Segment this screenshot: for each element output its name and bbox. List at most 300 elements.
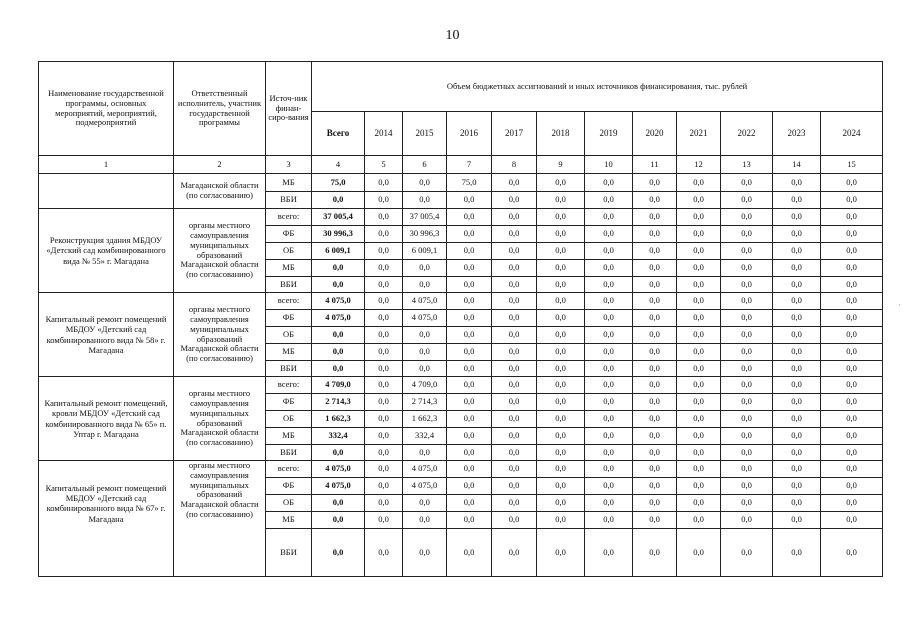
source-cell: всего: (266, 377, 312, 394)
year-value-cell: 0,0 (721, 243, 773, 260)
year-value-cell: 0,0 (773, 209, 821, 226)
year-value-cell: 0,0 (403, 445, 447, 461)
year-value-cell: 0,0 (677, 277, 721, 293)
source-cell: МБ (266, 512, 312, 529)
responsible-cell: органы местного самоуправления муниципальных образований Магаданской области (по согласованию) (174, 293, 266, 377)
total-value-cell: 0,0 (312, 495, 365, 512)
year-value-cell: 0,0 (773, 361, 821, 377)
year-value-cell: 0,0 (677, 260, 721, 277)
year-value-cell: 0,0 (677, 394, 721, 411)
year-value-cell: 0,0 (447, 361, 492, 377)
year-value-cell: 0,0 (537, 377, 585, 394)
year-value-cell: 0,0 (537, 293, 585, 310)
year-value-cell: 0,0 (677, 377, 721, 394)
responsible-cell: органы местного самоуправления муниципальных образований Магаданской области (по согласованию) (174, 209, 266, 293)
column-number: 5 (365, 156, 403, 174)
year-value-cell: 0,0 (821, 445, 883, 461)
year-value-cell: 0,0 (633, 327, 677, 344)
year-value-cell: 0,0 (585, 226, 633, 243)
year-value-cell: 0,0 (365, 226, 403, 243)
source-cell: ВБИ (266, 192, 312, 209)
year-value-cell: 4 075,0 (403, 293, 447, 310)
year-value-cell: 0,0 (633, 411, 677, 428)
year-value-cell: 0,0 (773, 461, 821, 478)
year-value-cell: 0,0 (821, 293, 883, 310)
year-value-cell: 4 075,0 (403, 478, 447, 495)
year-value-cell: 0,0 (447, 192, 492, 209)
year-value-cell: 0,0 (773, 310, 821, 327)
year-value-cell: 0,0 (537, 529, 585, 577)
header-year: 2020 (633, 112, 677, 156)
year-value-cell: 6 009,1 (403, 243, 447, 260)
year-value-cell: 0,0 (447, 209, 492, 226)
program-name-cell: Капитальный ремонт помещений, кровли МБДОУ «Детский сад комбинированного вида № 65» п. Уптар г. Магадана (39, 377, 174, 461)
year-value-cell: 37 005,4 (403, 209, 447, 226)
year-value-cell: 0,0 (365, 461, 403, 478)
year-value-cell: 0,0 (585, 209, 633, 226)
year-value-cell: 0,0 (447, 293, 492, 310)
total-value-cell: 0,0 (312, 445, 365, 461)
year-value-cell: 0,0 (677, 361, 721, 377)
year-value-cell: 0,0 (721, 209, 773, 226)
program-name-cell: Капитальный ремонт помещений МБДОУ «Детский сад комбинированного вида № 67» г. Магадана (39, 461, 174, 577)
year-value-cell: 0,0 (585, 243, 633, 260)
year-value-cell: 0,0 (365, 209, 403, 226)
year-value-cell: 0,0 (447, 461, 492, 478)
year-value-cell: 0,0 (721, 461, 773, 478)
year-value-cell: 0,0 (721, 192, 773, 209)
year-value-cell: 0,0 (633, 260, 677, 277)
total-value-cell: 4 075,0 (312, 478, 365, 495)
header-source: Источ-ник финан-сиро-вания (266, 62, 312, 156)
column-number: 1 (39, 156, 174, 174)
year-value-cell: 0,0 (403, 327, 447, 344)
year-value-cell: 0,0 (537, 327, 585, 344)
year-value-cell: 0,0 (447, 226, 492, 243)
column-number: 7 (447, 156, 492, 174)
margin-mark: · (898, 300, 901, 310)
header-year: 2015 (403, 112, 447, 156)
year-value-cell: 0,0 (821, 361, 883, 377)
year-value-cell: 0,0 (633, 445, 677, 461)
year-value-cell: 0,0 (365, 377, 403, 394)
year-value-cell: 0,0 (821, 512, 883, 529)
column-number: 15 (821, 156, 883, 174)
year-value-cell: 0,0 (447, 394, 492, 411)
year-value-cell: 0,0 (721, 411, 773, 428)
year-value-cell: 0,0 (447, 428, 492, 445)
source-cell: всего: (266, 461, 312, 478)
year-value-cell: 0,0 (585, 478, 633, 495)
year-value-cell: 0,0 (537, 445, 585, 461)
year-value-cell: 0,0 (447, 310, 492, 327)
year-value-cell: 0,0 (585, 529, 633, 577)
year-value-cell: 0,0 (721, 226, 773, 243)
year-value-cell: 0,0 (821, 209, 883, 226)
year-value-cell: 0,0 (821, 192, 883, 209)
year-value-cell: 0,0 (677, 226, 721, 243)
responsible-cell: Магаданской области (по согласованию) (174, 174, 266, 209)
year-value-cell: 0,0 (821, 277, 883, 293)
year-value-cell: 0,0 (537, 310, 585, 327)
year-value-cell: 0,0 (677, 478, 721, 495)
year-value-cell: 0,0 (773, 411, 821, 428)
year-value-cell: 0,0 (537, 394, 585, 411)
header-total: Всего (312, 112, 365, 156)
year-value-cell: 0,0 (773, 495, 821, 512)
year-value-cell: 0,0 (721, 529, 773, 577)
year-value-cell: 0,0 (447, 445, 492, 461)
year-value-cell: 0,0 (365, 327, 403, 344)
year-value-cell: 0,0 (633, 361, 677, 377)
column-number: 9 (537, 156, 585, 174)
year-value-cell: 0,0 (585, 293, 633, 310)
year-value-cell: 0,0 (821, 260, 883, 277)
year-value-cell: 0,0 (447, 260, 492, 277)
year-value-cell: 0,0 (633, 209, 677, 226)
year-value-cell: 0,0 (365, 478, 403, 495)
year-value-cell: 0,0 (721, 478, 773, 495)
year-value-cell: 0,0 (677, 310, 721, 327)
year-value-cell: 0,0 (821, 461, 883, 478)
source-cell: МБ (266, 428, 312, 445)
year-value-cell: 0,0 (633, 428, 677, 445)
year-value-cell: 0,0 (492, 310, 537, 327)
year-value-cell: 0,0 (821, 243, 883, 260)
year-value-cell: 0,0 (677, 495, 721, 512)
year-value-cell: 0,0 (821, 377, 883, 394)
year-value-cell: 0,0 (633, 495, 677, 512)
source-cell: ВБИ (266, 361, 312, 377)
header-year: 2016 (447, 112, 492, 156)
source-cell: ОБ (266, 495, 312, 512)
year-value-cell: 0,0 (537, 495, 585, 512)
column-number: 13 (721, 156, 773, 174)
year-value-cell: 0,0 (721, 377, 773, 394)
source-cell: ВБИ (266, 277, 312, 293)
year-value-cell: 0,0 (403, 361, 447, 377)
year-value-cell: 0,0 (677, 461, 721, 478)
year-value-cell: 0,0 (585, 192, 633, 209)
year-value-cell: 0,0 (537, 478, 585, 495)
year-value-cell: 0,0 (721, 361, 773, 377)
total-value-cell: 0,0 (312, 344, 365, 361)
year-value-cell: 0,0 (633, 174, 677, 192)
column-number: 10 (585, 156, 633, 174)
year-value-cell: 0,0 (585, 174, 633, 192)
year-value-cell: 0,0 (585, 327, 633, 344)
year-value-cell: 0,0 (633, 277, 677, 293)
header-year: 2019 (585, 112, 633, 156)
year-value-cell: 0,0 (585, 310, 633, 327)
year-value-cell: 0,0 (821, 310, 883, 327)
year-value-cell: 0,0 (447, 512, 492, 529)
column-number: 12 (677, 156, 721, 174)
source-cell: ВБИ (266, 445, 312, 461)
year-value-cell: 0,0 (537, 411, 585, 428)
year-value-cell: 0,0 (677, 192, 721, 209)
year-value-cell: 30 996,3 (403, 226, 447, 243)
column-number: 6 (403, 156, 447, 174)
year-value-cell: 0,0 (773, 512, 821, 529)
column-number: 11 (633, 156, 677, 174)
year-value-cell: 0,0 (633, 461, 677, 478)
year-value-cell: 0,0 (821, 478, 883, 495)
year-value-cell: 0,0 (492, 377, 537, 394)
responsible-cell: органы местного самоуправления муниципальных образований Магаданской области (по согласованию) (174, 461, 266, 577)
year-value-cell: 0,0 (585, 277, 633, 293)
year-value-cell: 0,0 (365, 260, 403, 277)
year-value-cell: 0,0 (677, 174, 721, 192)
header-year: 2018 (537, 112, 585, 156)
table-row (39, 377, 883, 394)
year-value-cell: 0,0 (492, 192, 537, 209)
source-cell: ФБ (266, 310, 312, 327)
table-row (39, 293, 883, 310)
year-value-cell: 0,0 (447, 344, 492, 361)
year-value-cell: 0,0 (821, 327, 883, 344)
year-value-cell: 0,0 (773, 192, 821, 209)
responsible-cell: органы местного самоуправления муниципальных образований Магаданской области (по согласованию) (174, 377, 266, 461)
year-value-cell: 0,0 (403, 277, 447, 293)
year-value-cell: 1 662,3 (403, 411, 447, 428)
year-value-cell: 0,0 (633, 243, 677, 260)
column-number: 8 (492, 156, 537, 174)
year-value-cell: 0,0 (447, 243, 492, 260)
header-responsible: Ответственный исполнитель, участник государственной программы (174, 62, 266, 156)
source-cell: МБ (266, 174, 312, 192)
year-value-cell: 0,0 (721, 277, 773, 293)
program-name-cell: Реконструкция здания МБДОУ «Детский сад комбинированного вида № 55» г. Магадана (39, 209, 174, 293)
year-value-cell: 0,0 (773, 394, 821, 411)
year-value-cell: 0,0 (365, 310, 403, 327)
year-value-cell: 4 709,0 (403, 377, 447, 394)
year-value-cell: 0,0 (537, 428, 585, 445)
year-value-cell: 0,0 (585, 461, 633, 478)
year-value-cell: 0,0 (721, 428, 773, 445)
column-number: 2 (174, 156, 266, 174)
year-value-cell: 0,0 (677, 445, 721, 461)
year-value-cell: 0,0 (585, 361, 633, 377)
year-value-cell: 0,0 (773, 377, 821, 394)
year-value-cell: 0,0 (585, 394, 633, 411)
year-value-cell: 0,0 (492, 529, 537, 577)
year-value-cell: 0,0 (773, 529, 821, 577)
year-value-cell: 0,0 (633, 226, 677, 243)
source-cell: всего: (266, 209, 312, 226)
source-cell: ФБ (266, 478, 312, 495)
year-value-cell: 0,0 (633, 310, 677, 327)
year-value-cell: 0,0 (403, 174, 447, 192)
year-value-cell: 0,0 (365, 512, 403, 529)
year-value-cell: 0,0 (365, 394, 403, 411)
year-value-cell: 0,0 (492, 209, 537, 226)
year-value-cell: 0,0 (447, 377, 492, 394)
year-value-cell: 0,0 (633, 478, 677, 495)
total-value-cell: 0,0 (312, 192, 365, 209)
year-value-cell: 0,0 (447, 327, 492, 344)
year-value-cell: 0,0 (821, 394, 883, 411)
year-value-cell: 0,0 (721, 445, 773, 461)
year-value-cell: 0,0 (365, 428, 403, 445)
year-value-cell: 0,0 (773, 293, 821, 310)
total-value-cell: 30 996,3 (312, 226, 365, 243)
year-value-cell: 0,0 (585, 260, 633, 277)
year-value-cell: 0,0 (773, 243, 821, 260)
year-value-cell: 0,0 (677, 243, 721, 260)
source-cell: ФБ (266, 226, 312, 243)
year-value-cell: 0,0 (365, 529, 403, 577)
total-value-cell: 4 075,0 (312, 310, 365, 327)
year-value-cell: 0,0 (633, 394, 677, 411)
year-value-cell: 0,0 (447, 529, 492, 577)
program-name-cell (39, 174, 174, 209)
header-year: 2023 (773, 112, 821, 156)
year-value-cell: 0,0 (492, 293, 537, 310)
year-value-cell: 0,0 (537, 260, 585, 277)
year-value-cell: 0,0 (773, 226, 821, 243)
year-value-cell: 0,0 (821, 529, 883, 577)
total-value-cell: 0,0 (312, 327, 365, 344)
year-value-cell: 0,0 (821, 411, 883, 428)
year-value-cell: 0,0 (492, 394, 537, 411)
total-value-cell: 4 709,0 (312, 377, 365, 394)
year-value-cell: 0,0 (365, 174, 403, 192)
year-value-cell: 0,0 (585, 428, 633, 445)
year-value-cell: 0,0 (721, 495, 773, 512)
year-value-cell: 0,0 (773, 277, 821, 293)
total-value-cell: 37 005,4 (312, 209, 365, 226)
total-value-cell: 0,0 (312, 361, 365, 377)
year-value-cell: 0,0 (537, 226, 585, 243)
year-value-cell: 0,0 (492, 478, 537, 495)
year-value-cell: 2 714,3 (403, 394, 447, 411)
year-value-cell: 0,0 (585, 411, 633, 428)
source-cell: ОБ (266, 327, 312, 344)
year-value-cell: 0,0 (677, 529, 721, 577)
year-value-cell: 0,0 (365, 411, 403, 428)
year-value-cell: 0,0 (721, 260, 773, 277)
total-value-cell: 6 009,1 (312, 243, 365, 260)
column-number: 4 (312, 156, 365, 174)
year-value-cell: 0,0 (537, 209, 585, 226)
year-value-cell: 0,0 (821, 174, 883, 192)
source-cell: МБ (266, 344, 312, 361)
year-value-cell: 0,0 (585, 512, 633, 529)
column-number: 14 (773, 156, 821, 174)
source-cell: ВБИ (266, 529, 312, 577)
year-value-cell: 0,0 (447, 277, 492, 293)
year-value-cell: 0,0 (492, 495, 537, 512)
year-value-cell: 0,0 (403, 344, 447, 361)
source-cell: ФБ (266, 394, 312, 411)
year-value-cell: 0,0 (721, 344, 773, 361)
year-value-cell: 0,0 (365, 277, 403, 293)
year-value-cell: 0,0 (677, 209, 721, 226)
year-value-cell: 0,0 (365, 445, 403, 461)
year-value-cell: 0,0 (677, 512, 721, 529)
program-name-cell: Капитальный ремонт помещений МБДОУ «Детский сад комбинированного вида № 58» г. Магадана (39, 293, 174, 377)
header-program: Наименование государственной программы, основных мероприятий, мероприятий, подмероприятий (39, 62, 174, 156)
year-value-cell: 0,0 (721, 174, 773, 192)
total-value-cell: 1 662,3 (312, 411, 365, 428)
header-volume: Объем бюджетных ассигнований и иных источников финансирования, тыс. рублей (312, 62, 883, 112)
total-value-cell: 0,0 (312, 260, 365, 277)
year-value-cell: 0,0 (633, 344, 677, 361)
year-value-cell: 0,0 (633, 192, 677, 209)
year-value-cell: 0,0 (537, 277, 585, 293)
year-value-cell: 0,0 (633, 512, 677, 529)
year-value-cell: 0,0 (403, 260, 447, 277)
total-value-cell: 0,0 (312, 529, 365, 577)
year-value-cell: 0,0 (492, 277, 537, 293)
year-value-cell: 0,0 (492, 512, 537, 529)
year-value-cell: 0,0 (677, 428, 721, 445)
year-value-cell: 0,0 (633, 293, 677, 310)
year-value-cell: 332,4 (403, 428, 447, 445)
year-value-cell: 0,0 (773, 445, 821, 461)
year-value-cell: 0,0 (492, 445, 537, 461)
year-value-cell: 0,0 (492, 428, 537, 445)
page-number: 10 (445, 28, 460, 43)
source-cell: МБ (266, 260, 312, 277)
year-value-cell: 0,0 (492, 344, 537, 361)
year-value-cell: 0,0 (677, 344, 721, 361)
year-value-cell: 0,0 (365, 495, 403, 512)
year-value-cell: 0,0 (447, 411, 492, 428)
year-value-cell: 0,0 (492, 243, 537, 260)
header-year: 2024 (821, 112, 883, 156)
year-value-cell: 0,0 (585, 377, 633, 394)
year-value-cell: 0,0 (721, 327, 773, 344)
year-value-cell: 0,0 (773, 174, 821, 192)
source-cell: всего: (266, 293, 312, 310)
year-value-cell: 0,0 (633, 377, 677, 394)
total-value-cell: 4 075,0 (312, 461, 365, 478)
year-value-cell: 0,0 (633, 529, 677, 577)
year-value-cell: 0,0 (403, 192, 447, 209)
total-value-cell: 2 714,3 (312, 394, 365, 411)
year-value-cell: 0,0 (537, 461, 585, 478)
year-value-cell: 0,0 (492, 411, 537, 428)
year-value-cell: 0,0 (721, 310, 773, 327)
year-value-cell: 0,0 (403, 495, 447, 512)
year-value-cell: 0,0 (773, 344, 821, 361)
year-value-cell: 0,0 (677, 411, 721, 428)
year-value-cell: 0,0 (773, 428, 821, 445)
year-value-cell: 0,0 (585, 495, 633, 512)
year-value-cell: 4 075,0 (403, 461, 447, 478)
year-value-cell: 0,0 (821, 344, 883, 361)
year-value-cell: 0,0 (447, 495, 492, 512)
year-value-cell: 0,0 (365, 293, 403, 310)
source-cell: ОБ (266, 411, 312, 428)
year-value-cell: 0,0 (492, 327, 537, 344)
year-value-cell: 0,0 (492, 361, 537, 377)
year-value-cell: 0,0 (447, 478, 492, 495)
year-value-cell: 0,0 (365, 344, 403, 361)
year-value-cell: 0,0 (537, 512, 585, 529)
source-cell: ОБ (266, 243, 312, 260)
year-value-cell: 0,0 (821, 495, 883, 512)
table-row (39, 461, 883, 478)
header-year: 2022 (721, 112, 773, 156)
year-value-cell: 0,0 (492, 226, 537, 243)
year-value-cell: 0,0 (537, 243, 585, 260)
year-value-cell: 75,0 (447, 174, 492, 192)
year-value-cell: 0,0 (403, 512, 447, 529)
header-year: 2017 (492, 112, 537, 156)
